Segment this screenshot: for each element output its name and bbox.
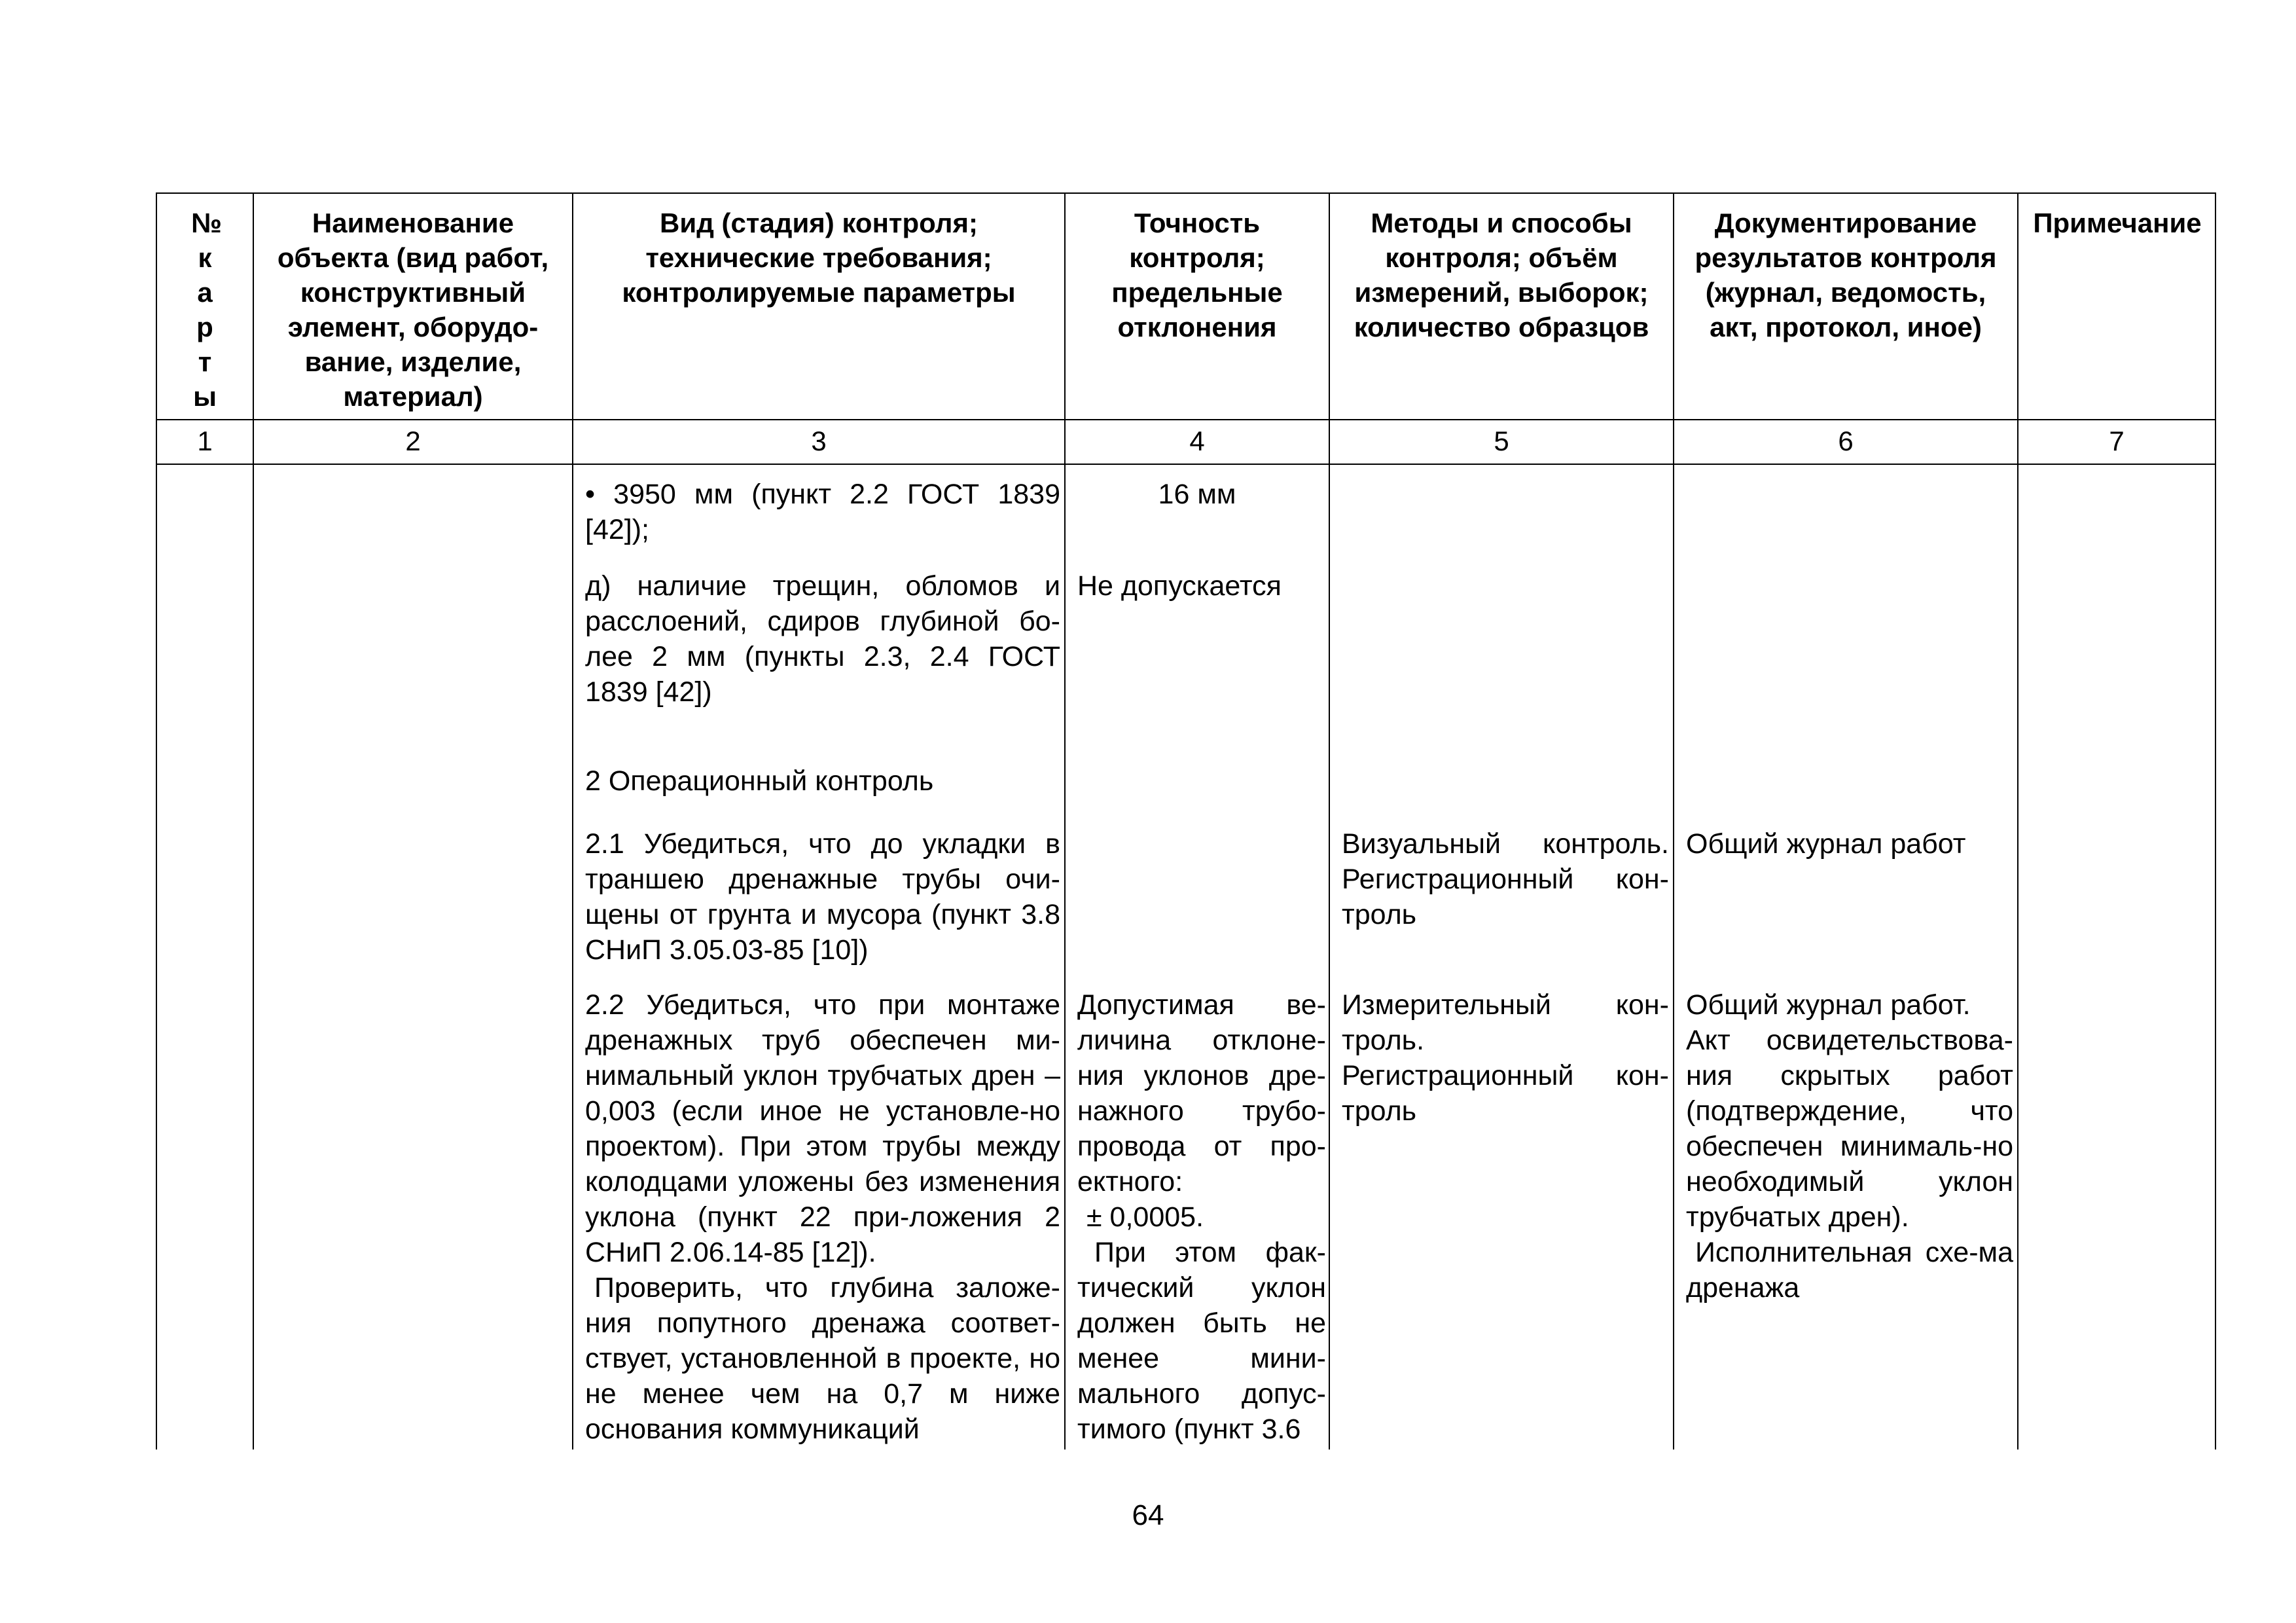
header-methods: Методы и способы контроля; объём измерений, выборок; количество образцов [1354, 208, 1649, 342]
documentation-paragraph: Акт освидетельствова-ния скрытых работ (подтверждение, что обеспечен минималь-но необходимый уклон трубчатых дрен). [1686, 1025, 2013, 1233]
section-heading: 2 Операционный контроль [585, 765, 934, 797]
requirement-paragraph: Проверить, что глубина заложе-ния попутного дренажа соответ-ствует, установленной в проекте, но не менее чем на 0,7 м ниже основания коммуникаций [585, 1272, 1060, 1445]
header-note: Примечание [2033, 208, 2202, 238]
documentation-paragraph: Общий журнал работ. [1686, 989, 1971, 1021]
col-divider [156, 194, 157, 1450]
col-divider [2017, 194, 2018, 1450]
col-divider [253, 194, 254, 1450]
accuracy-paragraph: Допустимая ве-личина отклоне-ния уклонов дре-нажного трубо-провода от про-ектного: [1077, 989, 1326, 1197]
documentation-paragraph: Исполнительная схе-ма дренажа [1686, 1237, 2013, 1304]
requirement-paragraph: 2.2 Убедиться, что при монтаже дренажных труб обеспечен ми-нимальный уклон трубчатых дрен – 0,003 (если иное не установле-но проектом). При этом трубы между колодцами уложены без изменения уклона (пункт 22 при-ложения 2 СНиП 2.06.14-85 [12]). [585, 989, 1060, 1268]
methods-cell [1342, 987, 1669, 1129]
requirement-cell [585, 987, 1060, 1447]
accuracy-cell: 16 мм [1158, 479, 1236, 510]
column-number: 6 [1838, 426, 1854, 456]
requirement-cell: 2.1 Убедиться, что до укладки в траншею дренажные трубы очи-щены от грунта и мусора (пункт 3.8 СНиП 3.05.03-85 [10]) [585, 828, 1060, 966]
accuracy-paragraph: ± 0,0005. [1086, 1201, 1204, 1233]
requirement-cell: д) наличие трещин, обломов и расслоений, сдиров глубиной бо-лее 2 мм (пункты 2.3, 2.4 ГОСТ 1839 [42]) [585, 570, 1060, 708]
col-divider [1064, 194, 1066, 1450]
accuracy-cell: Не допускается [1077, 570, 1282, 602]
accuracy-cell [1077, 987, 1326, 1447]
col-divider [1673, 194, 1674, 1450]
header-control-type: Вид (стадия) контроля; технические требования; контролируемые параметры [622, 208, 1016, 308]
col-divider [1329, 194, 1330, 1450]
methods-cell: Визуальный контроль. Регистрационный кон-троль [1342, 828, 1669, 930]
column-number: 4 [1189, 426, 1205, 456]
header-documentation: Документирование результатов контроля (журнал, ведомость, акт, протокол, иное) [1695, 208, 1997, 342]
column-number: 5 [1494, 426, 1509, 456]
row-divider [156, 419, 2216, 420]
column-number: 7 [2109, 426, 2125, 456]
control-table [156, 192, 2216, 1450]
header-accuracy: Точность контроля; предельные отклонения [1111, 208, 1283, 342]
header-object-name: Наименование объекта (вид работ, конструктивный элемент, оборудо-вание, изделие, материал) [277, 208, 549, 412]
methods-paragraph: Регистрационный кон-троль [1342, 1060, 1669, 1127]
requirement-cell: • 3950 мм (пункт 2.2 ГОСТ 1839 [42]); [585, 479, 1060, 545]
column-number: 3 [811, 426, 827, 456]
col-divider [2215, 194, 2216, 1450]
documentation-cell: Общий журнал работ [1686, 828, 1966, 860]
col-divider [572, 194, 573, 1450]
accuracy-paragraph: При этом фак-тический уклон должен быть не менее мини-мального допус-тимого (пункт 3.6 [1077, 1237, 1326, 1445]
column-number: 1 [197, 426, 213, 456]
page-number: 64 [1132, 1499, 1164, 1531]
header-card-number: № к а р т ы [191, 208, 222, 412]
methods-paragraph: Измерительный кон-троль. [1342, 989, 1669, 1056]
documentation-cell [1686, 987, 2013, 1305]
column-number: 2 [405, 426, 421, 456]
row-divider [156, 464, 2216, 465]
